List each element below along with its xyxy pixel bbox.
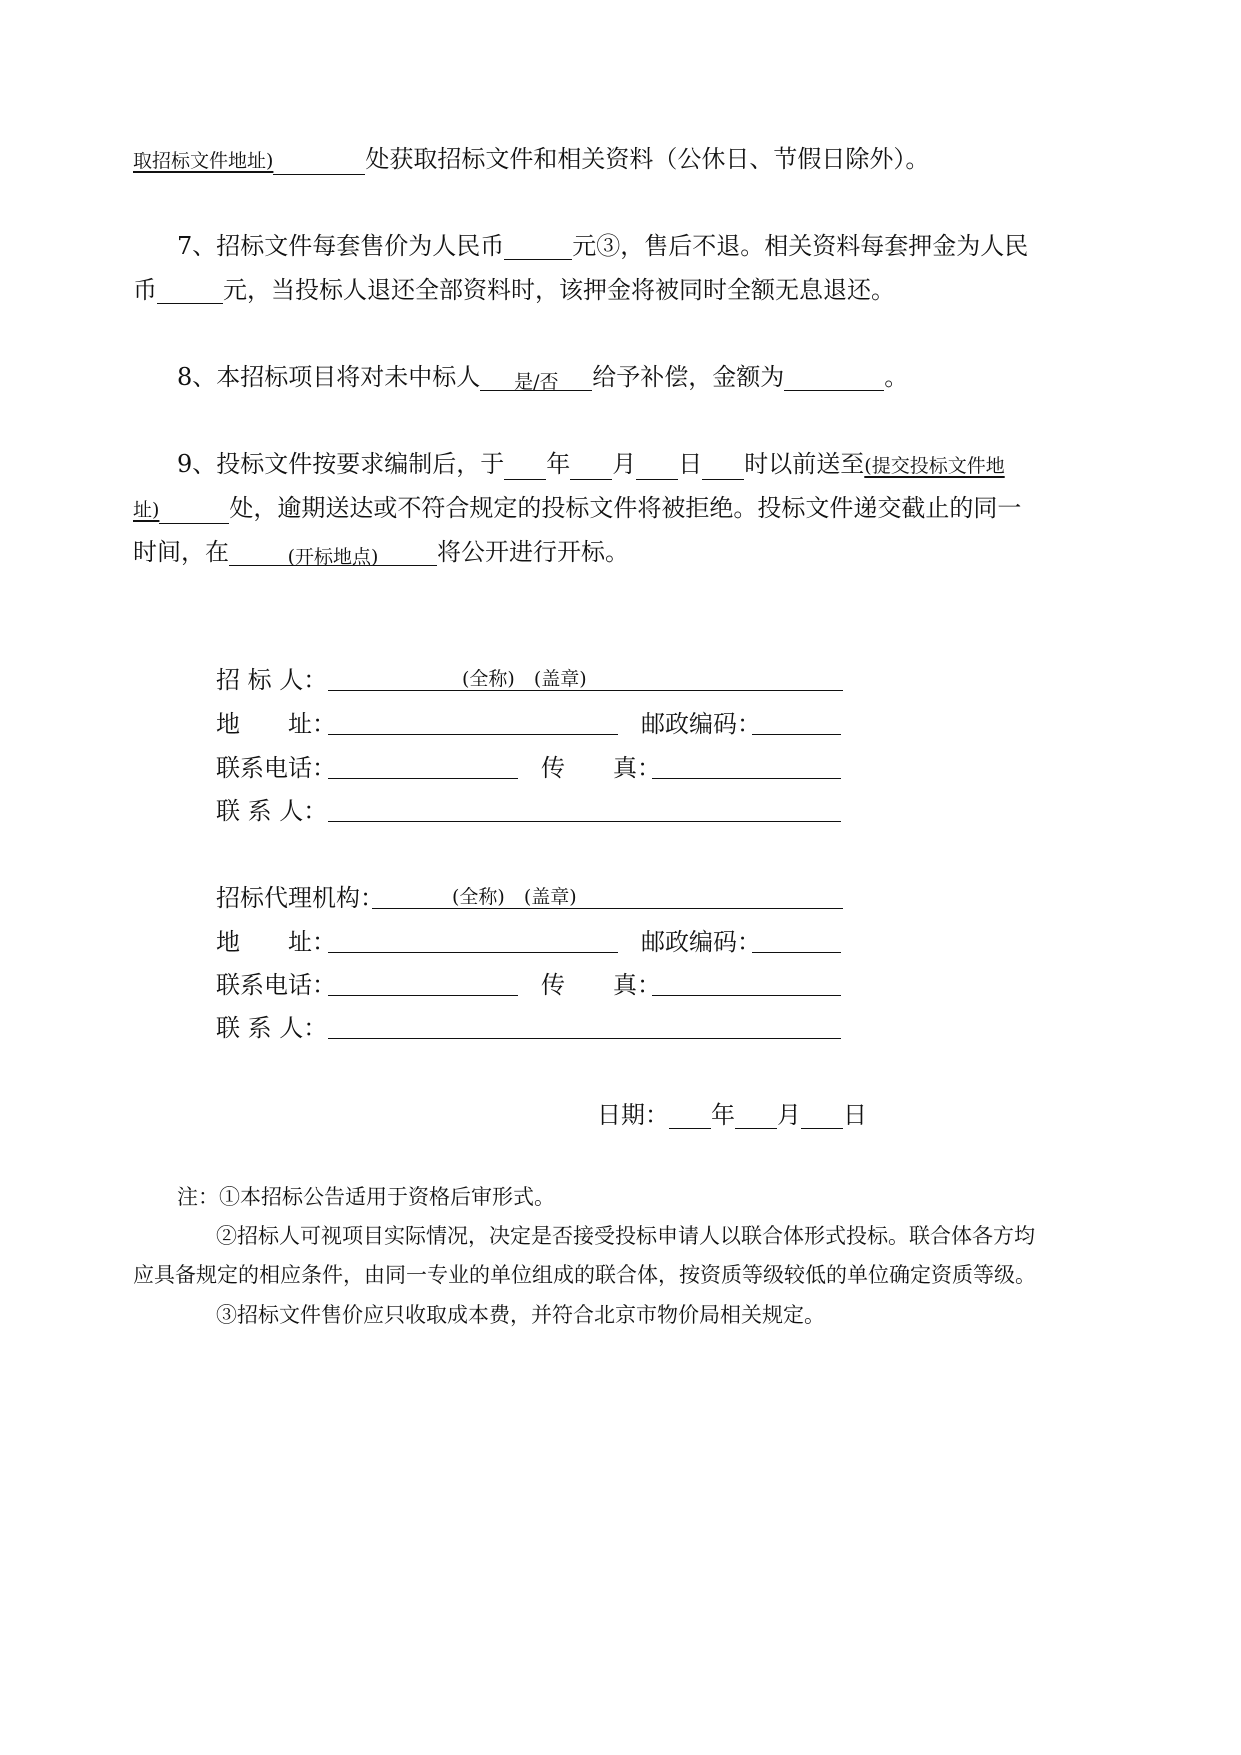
note-2-line-1: ②招标人可视项目实际情况，决定是否接受投标申请人以联合体形式投标。联合体各方均 — [216, 1224, 1035, 1248]
tenderer-contact-label: 联 系 人： — [216, 797, 328, 825]
tenderer-address-field[interactable] — [328, 734, 618, 735]
day-blank[interactable] — [636, 455, 678, 480]
blank-field[interactable] — [273, 150, 365, 175]
paragraph-8: 8、本招标项目将对未中标人 是/否 给予补偿，金额为 。 — [177, 363, 909, 393]
paragraph-9-line-3: 时间，在 (开标地点) 将公开进行开标。 — [133, 538, 629, 568]
note-1: 注：①本招标公告适用于资格后审形式。 — [177, 1185, 555, 1209]
tenderer-postcode-field[interactable] — [752, 734, 841, 735]
note-2-line-2: 应具备规定的相应条件，由同一专业的单位组成的联合体，按资质等级较低的单位确定资质等级。 — [133, 1263, 1036, 1287]
date-day-blank[interactable] — [801, 1104, 843, 1129]
deposit-blank[interactable] — [157, 279, 223, 304]
note-3: ③招标文件售价应只收取成本费，并符合北京市物价局相关规定。 — [216, 1303, 825, 1327]
agency-postcode-field[interactable] — [752, 952, 841, 953]
agency-fax-field[interactable] — [652, 995, 841, 996]
paragraph-7-line-2: 币 元，当投标人退还全部资料时，该押金将被同时全额无息退还。 — [133, 276, 895, 304]
agency-address-label: 地 址： — [216, 928, 336, 956]
tenderer-phone-label: 联系电话： — [216, 754, 336, 782]
compensation-choice[interactable]: 是/否 — [480, 366, 592, 391]
agency-address-field[interactable] — [328, 952, 618, 953]
price-blank[interactable] — [504, 235, 572, 260]
agency-name-field[interactable] — [372, 908, 843, 909]
paragraph-9-line-1: 9、投标文件按要求编制后，于 年 月 日 时以前送至(提交投标文件地 — [177, 450, 1005, 478]
tenderer-fax-field[interactable] — [652, 778, 841, 779]
opening-place-blank[interactable]: (开标地点) — [229, 541, 437, 566]
submit-address-blank[interactable] — [159, 499, 229, 524]
agency-phone-label: 联系电话： — [216, 971, 336, 999]
agency-postcode-label: 邮政编码： — [641, 928, 761, 956]
agency-contact-field[interactable] — [328, 1038, 841, 1039]
year-blank[interactable] — [504, 455, 546, 480]
tenderer-postcode-label: 邮政编码： — [641, 710, 761, 738]
signature-date: 日期： 年 月 日 — [597, 1101, 867, 1129]
hour-blank[interactable] — [702, 455, 744, 480]
tenderer-label: 招 标 人： — [216, 666, 328, 694]
compensation-amount-blank[interactable] — [784, 366, 884, 391]
tenderer-placeholder: (全称) (盖章) — [462, 668, 587, 690]
agency-fax-label: 传 真： — [541, 971, 661, 999]
paragraph-6: 取招标文件地址) 处获取招标文件和相关资料（公休日、节假日除外）。 — [133, 145, 930, 173]
tenderer-phone-field[interactable] — [328, 778, 518, 779]
tenderer-fax-label: 传 真： — [541, 754, 661, 782]
agency-contact-label: 联 系 人： — [216, 1014, 328, 1042]
agency-phone-field[interactable] — [328, 995, 518, 996]
date-year-blank[interactable] — [669, 1104, 711, 1129]
paragraph-9-line-2: 址) 处，逾期送达或不符合规定的投标文件将被拒绝。投标文件递交截止的同一 — [133, 494, 1022, 522]
tenderer-contact-field[interactable] — [328, 821, 841, 822]
agency-label: 招标代理机构： — [216, 884, 384, 912]
address-hint: 取招标文件地址) — [133, 150, 274, 172]
tenderer-address-label: 地 址： — [216, 710, 336, 738]
month-blank[interactable] — [570, 455, 612, 480]
paragraph-7-line-1: 7、招标文件每套售价为人民币 元③，售后不退。相关资料每套押金为人民 — [177, 232, 1029, 260]
date-month-blank[interactable] — [735, 1104, 777, 1129]
agency-placeholder: (全称) (盖章) — [452, 886, 577, 908]
submit-address-hint: (提交投标文件地 — [864, 455, 1005, 477]
